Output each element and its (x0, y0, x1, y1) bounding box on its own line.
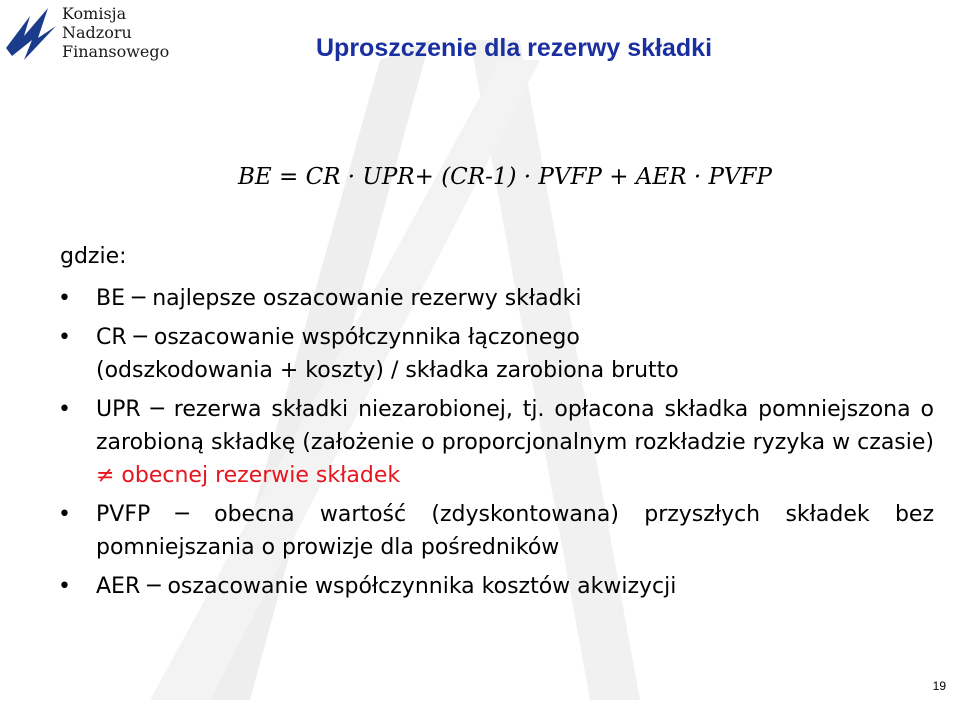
definitions-list (58, 282, 934, 609)
item-continuation: (odszkodowania + koszty) / składka zarobiona brutto (96, 358, 679, 383)
bullet-icon: • (58, 397, 71, 422)
bullet-icon: • (58, 325, 71, 350)
item-text: CR ─ oszacowanie współczynnika łączonego (96, 325, 580, 350)
knf-logo-icon (4, 6, 60, 62)
logo-line-2: Nadzoru (62, 23, 132, 42)
list-item-cr (58, 321, 934, 387)
logo-text (62, 4, 169, 61)
formula: BE = CR · UPR+ (CR-1) · PVFP + AER · PVFP (238, 164, 772, 190)
page-number: 19 (932, 679, 946, 693)
item-text: UPR ─ rezerwa składki niezarobionej, tj. opłacona składka pomniejszona o zarobioną składkę (założenie o proporcjonalnym rozkładzie ryzyka w czasie) (96, 397, 934, 455)
logo-line-1: Komisja (62, 4, 127, 23)
item-text: AER ─ oszacowanie współczynnika kosztów akwizycji (96, 574, 677, 599)
item-text: BE ─ najlepsze oszacowanie rezerwy składki (96, 286, 582, 311)
list-item-be (58, 282, 934, 315)
intro-label: gdzie: (60, 244, 127, 269)
slide-title: Uproszczenie dla rezerwy składki (316, 34, 713, 62)
list-item-pvfp (58, 498, 934, 564)
list-item-aer (58, 570, 934, 603)
bullet-icon: • (58, 502, 71, 527)
bullet-icon: • (58, 574, 71, 599)
list-item-upr (58, 393, 934, 492)
logo-line-3: Finansowego (62, 42, 170, 61)
item-text: PVFP ─ obecna wartość (zdyskontowana) przyszłych składek bez pomniejszania o prowizje dla pośredników (96, 502, 934, 560)
bullet-icon: • (58, 286, 71, 311)
item-emphasis: ≠ obecnej rezerwie składek (96, 463, 401, 488)
